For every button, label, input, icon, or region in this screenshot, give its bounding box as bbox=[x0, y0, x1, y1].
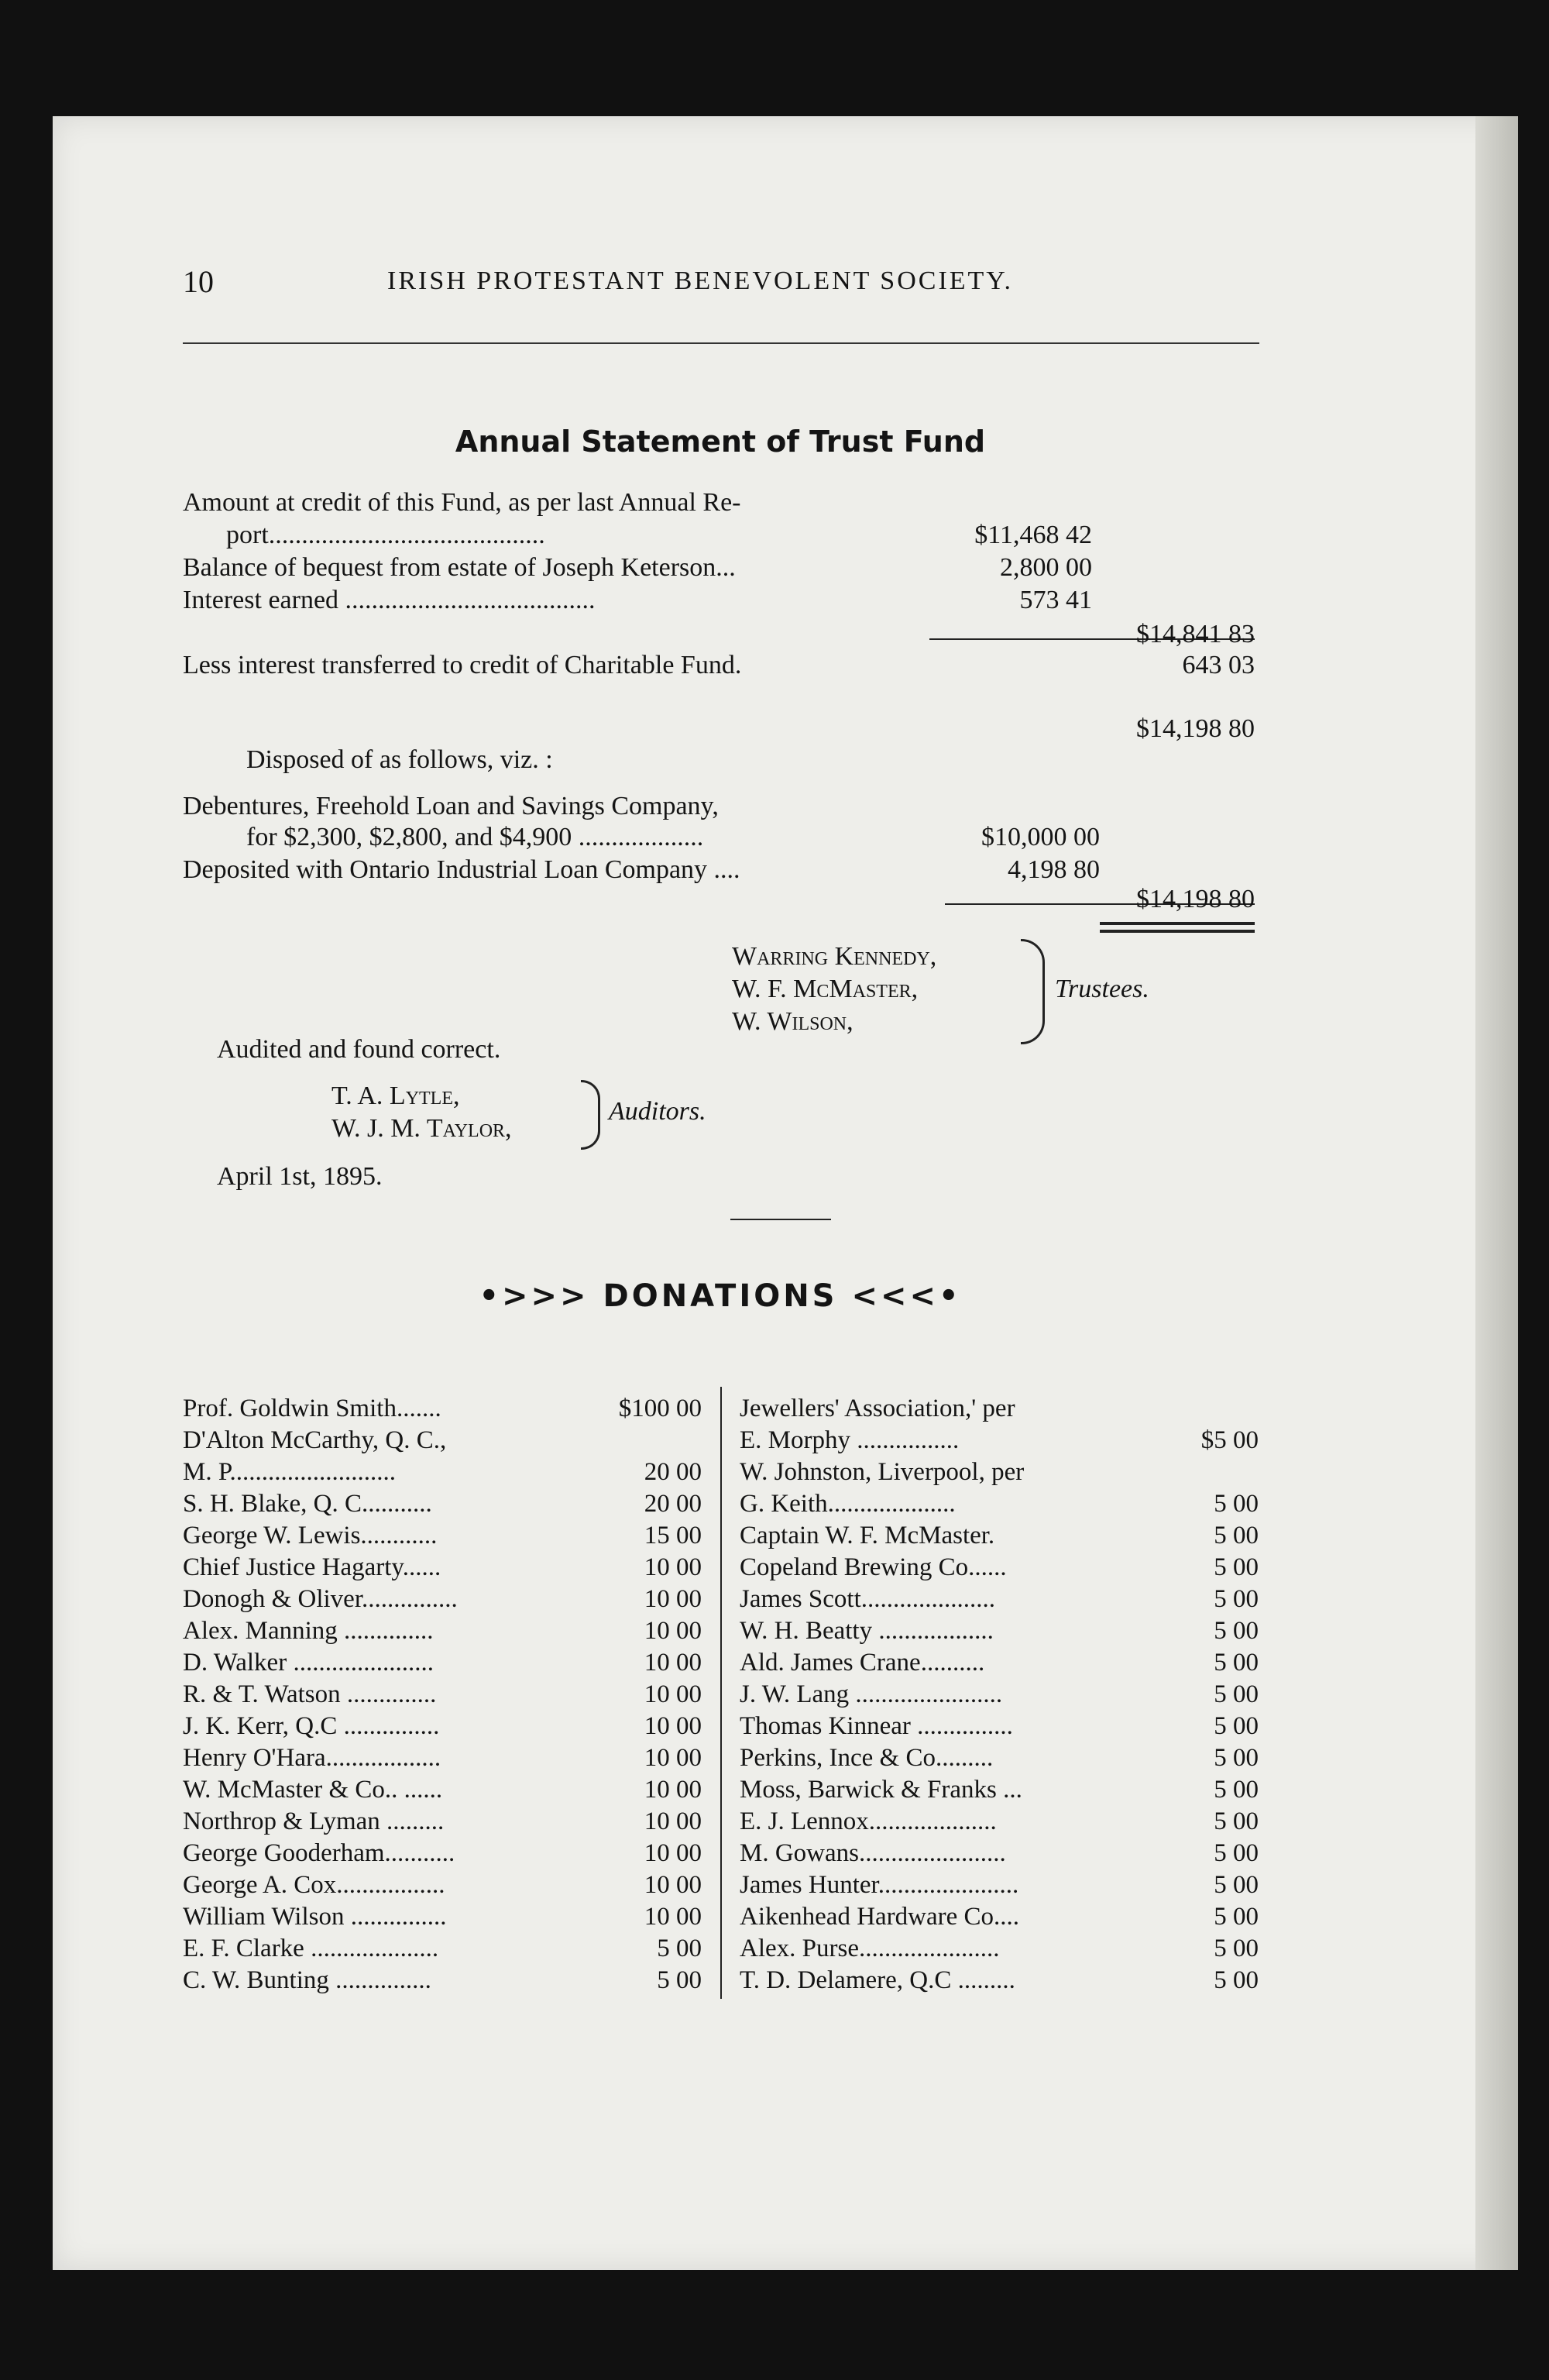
header-rule bbox=[183, 342, 1259, 344]
statement-amount: 643 03 bbox=[1182, 651, 1255, 679]
donation-amount: 5 00 bbox=[1214, 1903, 1259, 1931]
donor-name: George Gooderham........... bbox=[183, 1839, 455, 1867]
trustees-brace bbox=[1021, 939, 1045, 1044]
donation-row bbox=[740, 1807, 1259, 1838]
statement-line: Balance of bequest from estate of Joseph Keterson... bbox=[183, 553, 736, 582]
statement-line: Interest earned ...................................... bbox=[183, 586, 596, 614]
auditor-name: W. J. M. Taylor, bbox=[331, 1114, 512, 1143]
donation-amount: 5 00 bbox=[1214, 1490, 1259, 1518]
donation-row bbox=[183, 1649, 702, 1680]
donation-row bbox=[183, 1395, 702, 1426]
donor-name: W. Johnston, Liverpool, per bbox=[740, 1458, 1025, 1486]
donation-amount: 5 00 bbox=[657, 1935, 702, 1962]
donation-row bbox=[740, 1553, 1259, 1584]
donation-amount: 10 00 bbox=[644, 1744, 702, 1772]
donation-row bbox=[183, 1744, 702, 1775]
donation-row bbox=[740, 1680, 1259, 1711]
donor-name: M. P.......................... bbox=[183, 1458, 397, 1486]
donor-name: George W. Lewis............ bbox=[183, 1522, 438, 1549]
donation-amount: 10 00 bbox=[644, 1839, 702, 1867]
donation-row bbox=[183, 1712, 702, 1743]
donor-name: William Wilson ............... bbox=[183, 1903, 447, 1931]
donor-name: Ald. James Crane.......... bbox=[740, 1649, 985, 1677]
donor-name: E. F. Clarke .................... bbox=[183, 1935, 439, 1962]
donation-row bbox=[183, 1839, 702, 1870]
statement-total: $14,198 80 bbox=[1136, 714, 1255, 743]
donor-name: James Hunter...................... bbox=[740, 1871, 1019, 1899]
donor-name: G. Keith.................... bbox=[740, 1490, 956, 1518]
donation-amount: 5 00 bbox=[1214, 1712, 1259, 1740]
donor-name: Henry O'Hara.................. bbox=[183, 1744, 441, 1772]
donation-amount: 20 00 bbox=[644, 1458, 702, 1486]
donor-name: D'Alton McCarthy, Q. C., bbox=[183, 1426, 447, 1454]
donation-row bbox=[183, 1680, 702, 1711]
donation-row bbox=[740, 1903, 1259, 1934]
trustee-name: Warring Kennedy, bbox=[732, 942, 937, 971]
donation-row bbox=[740, 1649, 1259, 1680]
donation-row bbox=[740, 1966, 1259, 1997]
donation-row bbox=[740, 1712, 1259, 1743]
donation-amount: 20 00 bbox=[644, 1490, 702, 1518]
donation-row bbox=[740, 1522, 1259, 1553]
statement-line: Amount at credit of this Fund, as per last Annual Re- bbox=[183, 488, 741, 517]
donation-row bbox=[183, 1776, 702, 1807]
donation-amount: 10 00 bbox=[644, 1585, 702, 1613]
donation-row bbox=[740, 1744, 1259, 1775]
donation-row bbox=[183, 1490, 702, 1521]
statement-amount: 2,800 00 bbox=[1000, 553, 1092, 582]
statement-line: Less interest transferred to credit of Charitable Fund. bbox=[183, 651, 742, 679]
donor-name: Thomas Kinnear ............... bbox=[740, 1712, 1013, 1740]
donation-row bbox=[183, 1522, 702, 1553]
book-spine bbox=[1475, 116, 1518, 2270]
statement-final-total: $14,198 80 bbox=[1136, 885, 1255, 913]
donor-name: Alex. Manning .............. bbox=[183, 1617, 434, 1645]
donation-amount: 5 00 bbox=[1214, 1522, 1259, 1549]
donor-name: George A. Cox................. bbox=[183, 1871, 445, 1899]
donation-row bbox=[183, 1426, 702, 1457]
donation-row bbox=[740, 1395, 1259, 1426]
donation-amount: 5 00 bbox=[657, 1966, 702, 1994]
donation-row bbox=[740, 1839, 1259, 1870]
donation-row bbox=[740, 1617, 1259, 1648]
donation-amount: 5 00 bbox=[1214, 1839, 1259, 1867]
donor-name: Chief Justice Hagarty...... bbox=[183, 1553, 441, 1581]
donor-name: Captain W. F. McMaster. bbox=[740, 1522, 995, 1549]
donation-row bbox=[183, 1458, 702, 1489]
donation-amount: 10 00 bbox=[644, 1680, 702, 1708]
ornament-right-icon: <<<• bbox=[851, 1278, 962, 1314]
donor-name: T. D. Delamere, Q.C ......... bbox=[740, 1966, 1015, 1994]
statement-line: Deposited with Ontario Industrial Loan Company .... bbox=[183, 855, 740, 884]
donor-name: C. W. Bunting ............... bbox=[183, 1966, 431, 1994]
statement-subtotal: $14,841 83 bbox=[1136, 620, 1255, 648]
donation-amount: 5 00 bbox=[1214, 1585, 1259, 1613]
statement-line: port.......................................... bbox=[226, 521, 545, 549]
donor-name: J. K. Kerr, Q.C ............... bbox=[183, 1712, 440, 1740]
donor-name: Donogh & Oliver............... bbox=[183, 1585, 458, 1613]
donor-name: M. Gowans....................... bbox=[740, 1839, 1006, 1867]
donor-name: Moss, Barwick & Franks ... bbox=[740, 1776, 1022, 1804]
auditors-label: Auditors. bbox=[609, 1097, 706, 1126]
donor-name: R. & T. Watson .............. bbox=[183, 1680, 437, 1708]
section-divider bbox=[730, 1219, 831, 1220]
donation-amount: 10 00 bbox=[644, 1903, 702, 1931]
donation-row bbox=[183, 1617, 702, 1648]
statement-line: for $2,300, $2,800, and $4,900 ................... bbox=[246, 823, 704, 851]
statement-line: Debentures, Freehold Loan and Savings Company, bbox=[183, 792, 719, 820]
donation-row bbox=[740, 1935, 1259, 1966]
donation-row bbox=[183, 1935, 702, 1966]
donor-name: S. H. Blake, Q. C........... bbox=[183, 1490, 432, 1518]
trustee-name: W. F. McMaster, bbox=[732, 975, 919, 1003]
donation-row bbox=[183, 1966, 702, 1997]
donation-row bbox=[740, 1871, 1259, 1902]
donor-name: Perkins, Ince & Co......... bbox=[740, 1744, 994, 1772]
donation-amount: 5 00 bbox=[1214, 1935, 1259, 1962]
double-rule bbox=[1100, 930, 1255, 933]
donor-name: W. McMaster & Co.. ...... bbox=[183, 1776, 443, 1804]
donation-amount: 5 00 bbox=[1214, 1553, 1259, 1581]
donation-amount: 10 00 bbox=[644, 1553, 702, 1581]
donation-row bbox=[183, 1807, 702, 1838]
trustees-label: Trustees. bbox=[1055, 975, 1149, 1003]
statement-amount: 573 41 bbox=[1019, 586, 1092, 614]
donor-name: James Scott..................... bbox=[740, 1585, 995, 1613]
donation-row bbox=[183, 1871, 702, 1902]
auditors-brace bbox=[581, 1080, 600, 1150]
donor-name: Alex. Purse...................... bbox=[740, 1935, 1000, 1962]
trustee-name: W. Wilson, bbox=[732, 1007, 853, 1036]
donation-amount: $5 00 bbox=[1200, 1426, 1259, 1454]
column-divider bbox=[720, 1387, 722, 1999]
ornament-left-icon: •>>> bbox=[479, 1278, 589, 1314]
statement-line: Disposed of as follows, viz. : bbox=[246, 745, 553, 774]
statement-title: Annual Statement of Trust Fund bbox=[455, 425, 986, 459]
donor-name: D. Walker ...................... bbox=[183, 1649, 434, 1677]
donation-amount: 5 00 bbox=[1214, 1744, 1259, 1772]
donor-name: W. H. Beatty .................. bbox=[740, 1617, 994, 1645]
donation-row bbox=[740, 1458, 1259, 1489]
donation-amount: 10 00 bbox=[644, 1712, 702, 1740]
donations-heading-text: DONATIONS bbox=[603, 1278, 838, 1314]
donation-row bbox=[183, 1553, 702, 1584]
donation-amount: 10 00 bbox=[644, 1617, 702, 1645]
donor-name: Copeland Brewing Co...... bbox=[740, 1553, 1007, 1581]
donation-amount: 5 00 bbox=[1214, 1680, 1259, 1708]
donor-name: Aikenhead Hardware Co.... bbox=[740, 1903, 1020, 1931]
donation-amount: 5 00 bbox=[1214, 1871, 1259, 1899]
donor-name: Northrop & Lyman ......... bbox=[183, 1807, 445, 1835]
donation-amount: 10 00 bbox=[644, 1649, 702, 1677]
donation-amount: 10 00 bbox=[644, 1807, 702, 1835]
page-number: 10 bbox=[183, 264, 214, 299]
donation-amount: 10 00 bbox=[644, 1776, 702, 1804]
donation-amount: 15 00 bbox=[644, 1522, 702, 1549]
donation-amount: 5 00 bbox=[1214, 1776, 1259, 1804]
statement-amount: $10,000 00 bbox=[981, 823, 1100, 851]
donor-name: E. J. Lennox.................... bbox=[740, 1807, 997, 1835]
donation-amount: 5 00 bbox=[1214, 1807, 1259, 1835]
donation-amount: 5 00 bbox=[1214, 1617, 1259, 1645]
running-title: IRISH PROTESTANT BENEVOLENT SOCIETY. bbox=[387, 267, 1013, 295]
donation-amount: 10 00 bbox=[644, 1871, 702, 1899]
audit-date: April 1st, 1895. bbox=[217, 1162, 383, 1191]
donations-title bbox=[387, 1278, 1053, 1314]
donation-amount: $100 00 bbox=[618, 1395, 702, 1422]
donation-amount: 5 00 bbox=[1214, 1649, 1259, 1677]
statement-amount: $11,468 42 bbox=[974, 521, 1092, 549]
donation-row bbox=[183, 1585, 702, 1616]
donor-name: Jewellers' Association,' per bbox=[740, 1395, 1015, 1422]
donation-row bbox=[740, 1490, 1259, 1521]
audit-statement: Audited and found correct. bbox=[217, 1035, 501, 1064]
donor-name: Prof. Goldwin Smith....... bbox=[183, 1395, 441, 1422]
donor-name: J. W. Lang ....................... bbox=[740, 1680, 1003, 1708]
donation-amount: 5 00 bbox=[1214, 1966, 1259, 1994]
donation-row bbox=[740, 1776, 1259, 1807]
donation-row bbox=[740, 1426, 1259, 1457]
donor-name: E. Morphy ................ bbox=[740, 1426, 960, 1454]
donation-row bbox=[183, 1903, 702, 1934]
auditor-name: T. A. Lytle, bbox=[331, 1082, 460, 1110]
donation-row bbox=[740, 1585, 1259, 1616]
statement-amount: 4,198 80 bbox=[1008, 855, 1100, 884]
double-rule bbox=[1100, 922, 1255, 925]
